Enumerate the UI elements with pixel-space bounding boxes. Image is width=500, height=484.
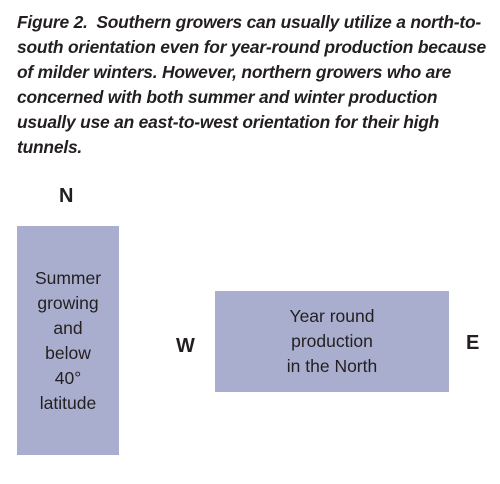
east-west-tunnel-label: Year round production in the North [286, 306, 378, 376]
east-label: E [466, 332, 480, 354]
east-west-tunnel-box [215, 291, 449, 392]
west-label: W [176, 335, 195, 357]
north-south-tunnel-label: Summer growing and below 40° latitude [34, 267, 102, 413]
north-label: N [59, 185, 74, 207]
north-south-tunnel-box [17, 226, 119, 455]
figure-caption [17, 10, 489, 160]
figure-label: Figure 2. [17, 12, 88, 32]
figure-caption-text: Southern growers can usually utilize a north-to-south orientation even for year-round production because of milder winters. However, northern growers who are concerned with both summer and winter production usually use an east-to-west orientation for their high tunnels. [17, 12, 487, 157]
